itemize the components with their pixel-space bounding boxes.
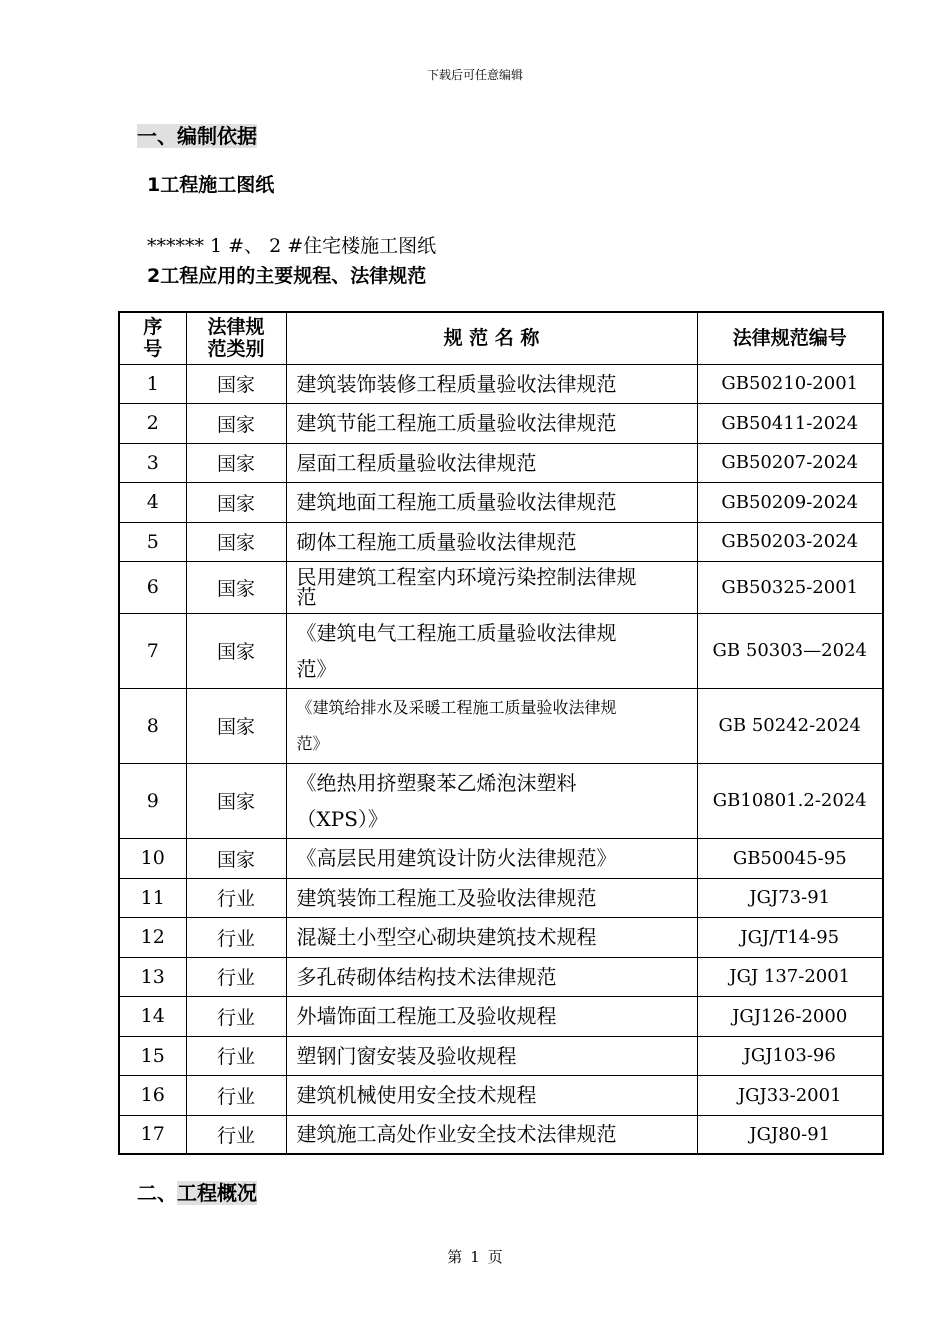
row-code: JGJ126-2000 [697, 996, 883, 1036]
section-1-title: 编制依据 [177, 124, 257, 148]
table-row [119, 364, 883, 403]
table-row [119, 1115, 883, 1154]
header-num [119, 312, 186, 364]
row-name: 屋面工程质量验收法律规范 [286, 443, 697, 482]
row-name-line1: 民用建筑工程室内环境污染控制法律规 [296, 565, 637, 589]
row-name-line1: 《建筑电气工程施工质量验收法律规 [296, 620, 617, 645]
row-num: 14 [119, 996, 186, 1036]
row-num: 17 [119, 1115, 186, 1154]
table-row [119, 996, 883, 1036]
header-name: 规 范 名 称 [286, 312, 697, 364]
row-name-line1: 《绝热用挤塑聚苯乙烯泡沫塑料 [296, 770, 577, 795]
row-category: 国家 [186, 403, 286, 443]
section-title-2 [137, 1180, 257, 1206]
row-name: 建筑地面工程施工质量验收法律规范 [286, 482, 697, 522]
table-row [119, 522, 883, 561]
header-code: 法律规范编号 [697, 312, 883, 364]
row-num: 12 [119, 917, 186, 957]
row-num: 10 [119, 838, 186, 878]
row-category: 国家 [186, 688, 286, 763]
row-category: 行业 [186, 1036, 286, 1075]
row-category: 国家 [186, 561, 286, 613]
section-title-1 [137, 123, 257, 149]
row-name-line2: （XPS）》 [296, 806, 388, 831]
row-name: 建筑施工高处作业安全技术法律规范 [286, 1115, 697, 1154]
table-row [119, 878, 883, 917]
row-name-line2: 范》 [296, 733, 329, 753]
row-category: 行业 [186, 957, 286, 996]
row-code: GB50203-2024 [697, 522, 883, 561]
table-header-row [119, 312, 883, 364]
table-row [119, 917, 883, 957]
row-name: 混凝土小型空心砌块建筑技术规程 [286, 917, 697, 957]
section-1-prefix: 一、 [137, 124, 177, 148]
row-code: GB10801.2-2024 [697, 763, 883, 838]
row-num: 11 [119, 878, 186, 917]
row-code: GB50411-2024 [697, 403, 883, 443]
header-cat-line2: 范类别 [207, 338, 265, 361]
row-code: GB50210-2001 [697, 364, 883, 403]
drawing-line: ****** 1 #、 2 #住宅楼施工图纸 [147, 235, 437, 257]
table-row [119, 403, 883, 443]
row-category: 国家 [186, 364, 286, 403]
row-category: 国家 [186, 522, 286, 561]
header-num-line2: 号 [143, 338, 163, 361]
table-row [119, 838, 883, 878]
row-category: 行业 [186, 1075, 286, 1115]
header-cat-line1: 法律规 [207, 316, 265, 339]
page-footer [0, 1246, 950, 1267]
row-num: 6 [119, 561, 186, 613]
row-name [286, 561, 697, 613]
row-name: 砌体工程施工质量验收法律规范 [286, 522, 697, 561]
row-num: 8 [119, 688, 186, 763]
row-name [286, 763, 697, 838]
row-num: 1 [119, 364, 186, 403]
subsection-norms: 2工程应用的主要规程、法律规范 [147, 265, 427, 287]
row-category: 行业 [186, 1115, 286, 1154]
subsection-drawings: 1工程施工图纸 [147, 174, 275, 196]
row-code: GB 50242-2024 [697, 688, 883, 763]
row-name: 建筑装饰工程施工及验收法律规范 [286, 878, 697, 917]
header-category [186, 312, 286, 364]
norms-table [118, 311, 884, 1155]
row-num: 13 [119, 957, 186, 996]
row-name-line2: 范》 [296, 656, 337, 681]
row-num: 3 [119, 443, 186, 482]
row-name [286, 688, 697, 763]
row-name: 建筑装饰装修工程质量验收法律规范 [286, 364, 697, 403]
row-name-line2: 范 [296, 585, 317, 609]
table-row [119, 763, 883, 838]
row-name: 外墙饰面工程施工及验收规程 [286, 996, 697, 1036]
row-code: JGJ103-96 [697, 1036, 883, 1075]
row-code: JGJ33-2001 [697, 1075, 883, 1115]
row-code: GB50209-2024 [697, 482, 883, 522]
row-code: JGJ/T14-95 [697, 917, 883, 957]
table-row [119, 688, 883, 763]
row-code: JGJ 137-2001 [697, 957, 883, 996]
row-num: 15 [119, 1036, 186, 1075]
table-row [119, 482, 883, 522]
row-name-line1: 《建筑给排水及采暖工程施工质量验收法律规 [296, 697, 617, 717]
table-row [119, 443, 883, 482]
row-name [286, 613, 697, 688]
page-number: 1 [470, 1248, 480, 1266]
table-row [119, 613, 883, 688]
row-num: 5 [119, 522, 186, 561]
row-category: 国家 [186, 443, 286, 482]
row-category: 行业 [186, 917, 286, 957]
footer-suffix: 页 [487, 1248, 503, 1266]
table-row [119, 561, 883, 613]
row-name: 《高层民用建筑设计防火法律规范》 [286, 838, 697, 878]
row-code: GB50325-2001 [697, 561, 883, 613]
row-num: 16 [119, 1075, 186, 1115]
table-row [119, 1075, 883, 1115]
row-num: 7 [119, 613, 186, 688]
row-code: JGJ73-91 [697, 878, 883, 917]
section-2-title: 工程概况 [177, 1181, 257, 1205]
row-category: 行业 [186, 878, 286, 917]
row-category: 国家 [186, 613, 286, 688]
row-code: GB 50303—2024 [697, 613, 883, 688]
row-code: JGJ80-91 [697, 1115, 883, 1154]
section-2-prefix: 二、 [137, 1181, 177, 1205]
table-row [119, 1036, 883, 1075]
row-name: 建筑节能工程施工质量验收法律规范 [286, 403, 697, 443]
footer-prefix: 第 [447, 1248, 463, 1266]
row-code: GB50207-2024 [697, 443, 883, 482]
table-row [119, 957, 883, 996]
row-num: 4 [119, 482, 186, 522]
header-note: 下载后可任意编辑 [426, 68, 523, 82]
row-name: 建筑机械使用安全技术规程 [286, 1075, 697, 1115]
row-num: 2 [119, 403, 186, 443]
row-num: 9 [119, 763, 186, 838]
row-category: 国家 [186, 763, 286, 838]
row-category: 国家 [186, 838, 286, 878]
row-category: 行业 [186, 996, 286, 1036]
header-num-line1: 序 [143, 316, 163, 339]
row-category: 国家 [186, 482, 286, 522]
row-name: 塑钢门窗安装及验收规程 [286, 1036, 697, 1075]
row-code: GB50045-95 [697, 838, 883, 878]
row-name: 多孔砖砌体结构技术法律规范 [286, 957, 697, 996]
